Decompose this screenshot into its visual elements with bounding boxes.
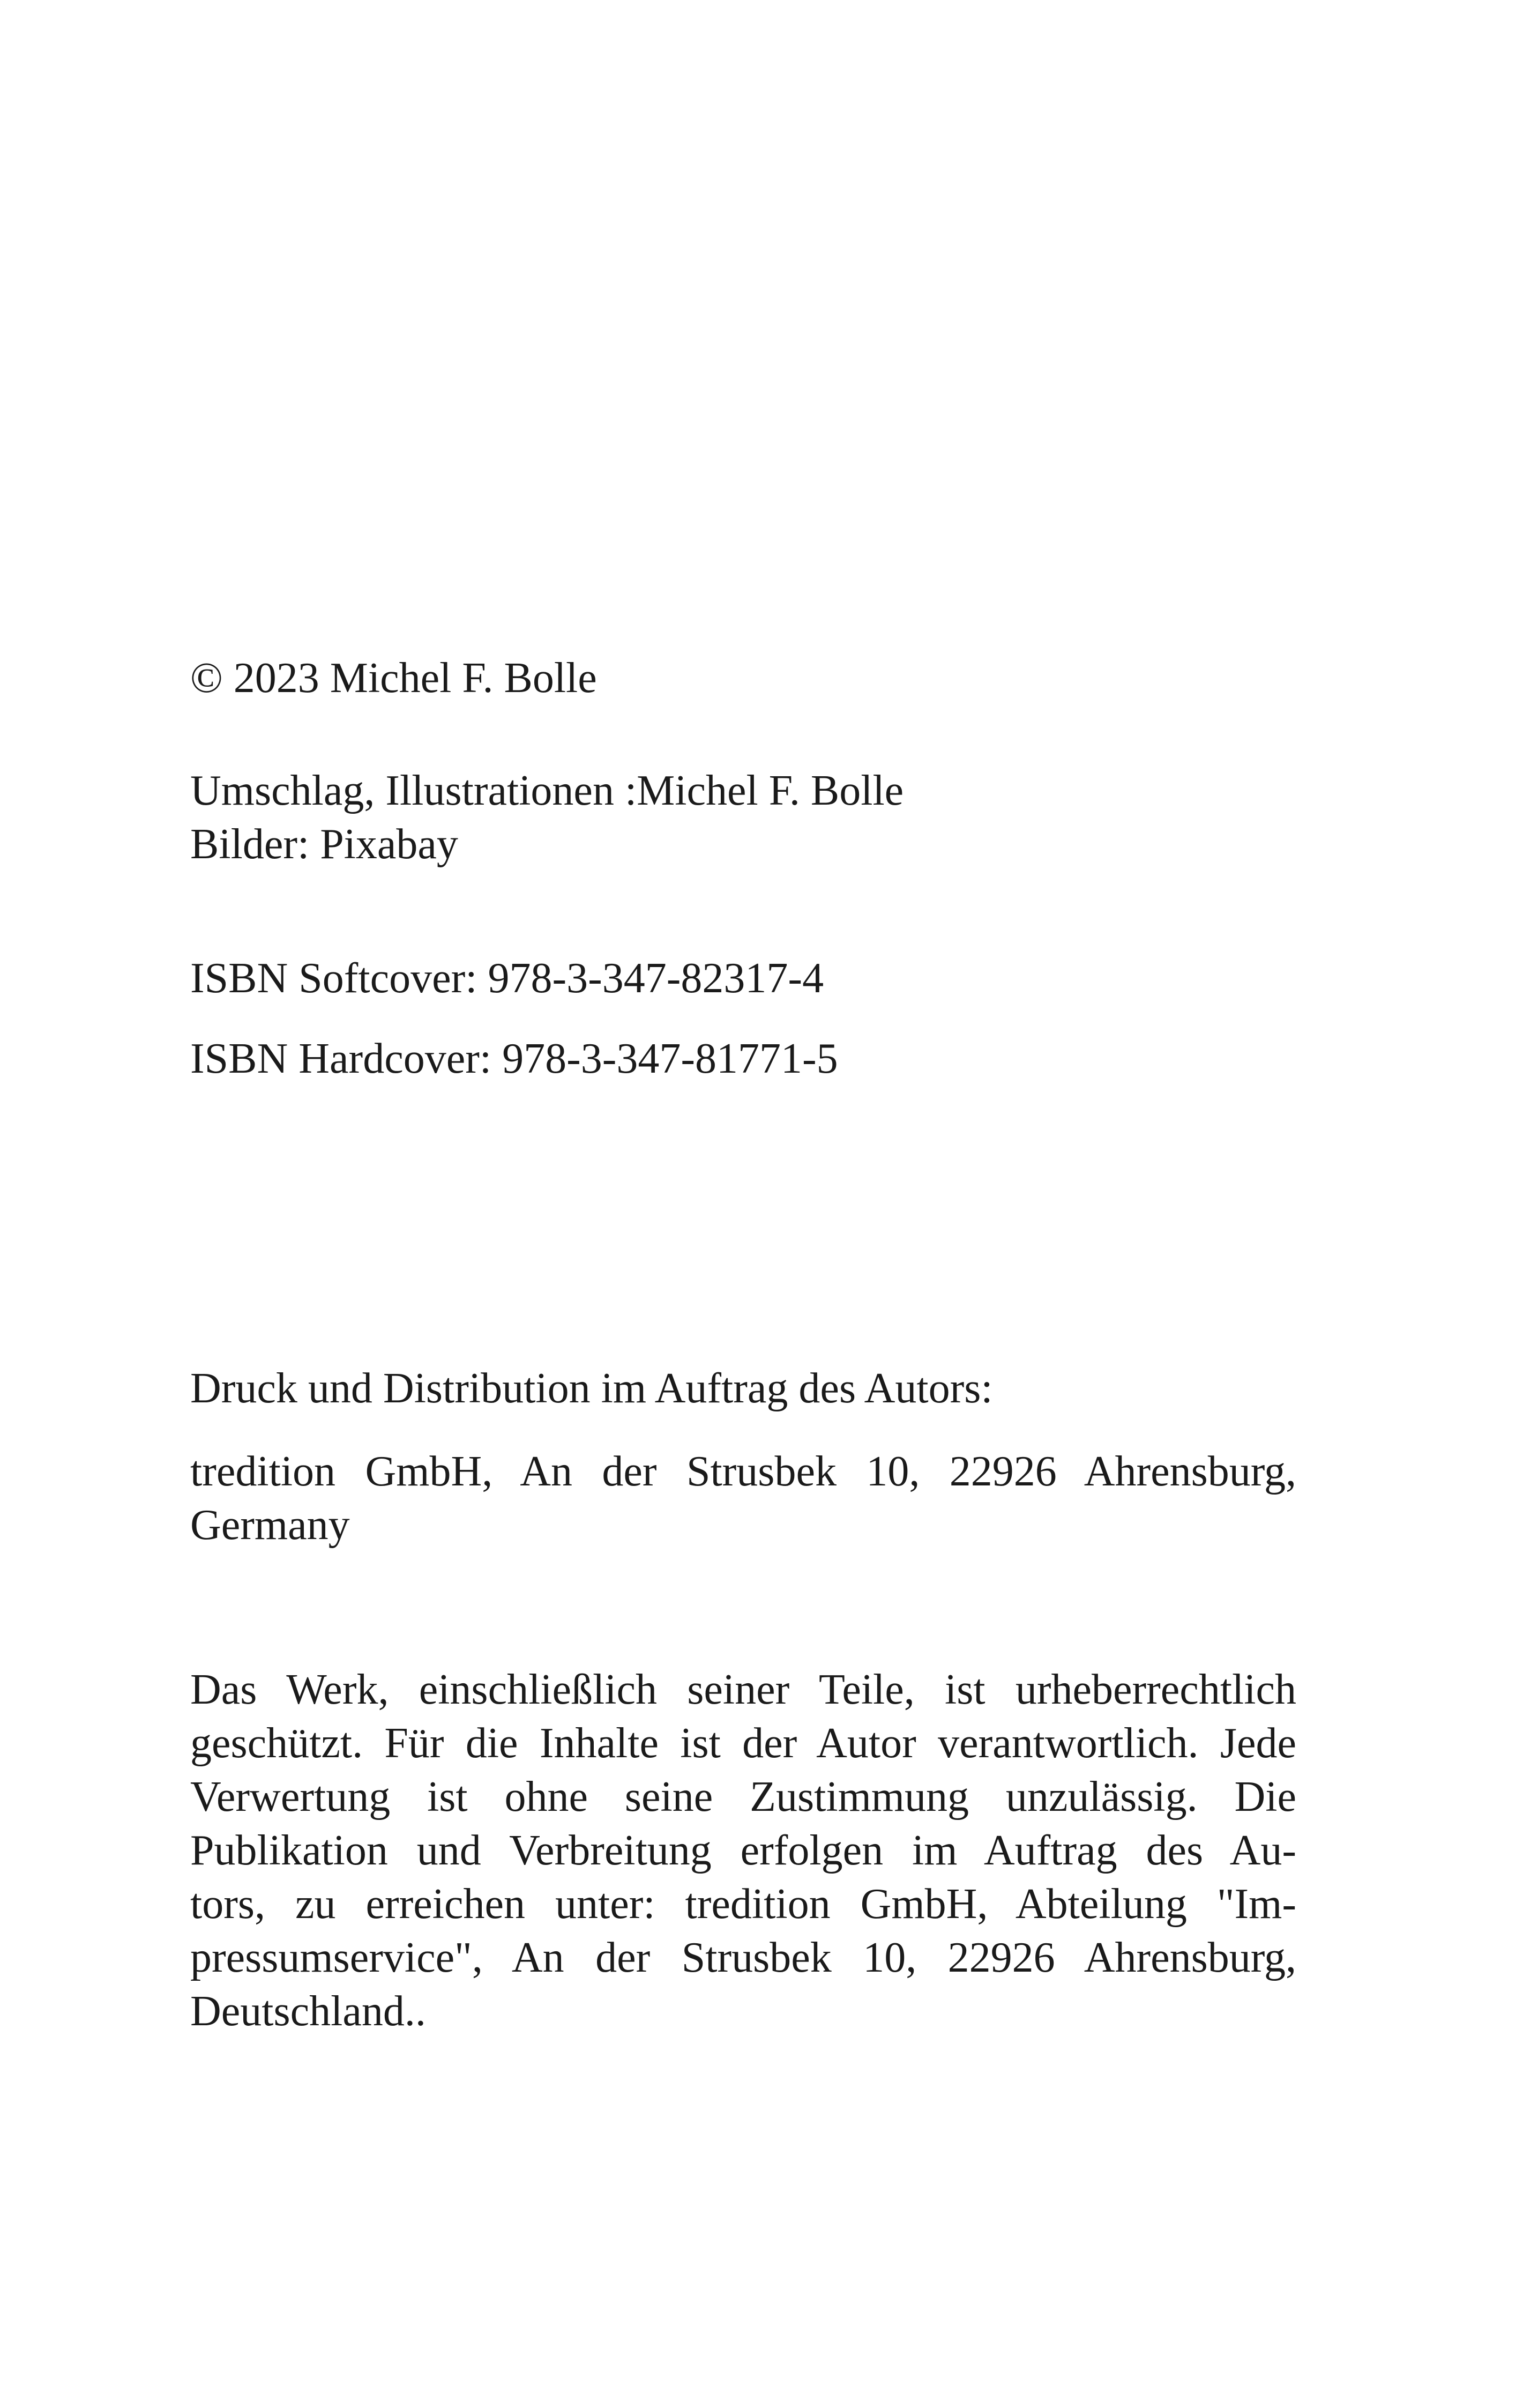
images-credit: Bilder: Pixabay bbox=[190, 821, 458, 868]
printer-address-line: tredition GmbH, An der Strusbek 10, 22926 Ahrensburg, bbox=[190, 1448, 1296, 1495]
cover-credit: Umschlag, Illustrationen :Michel F. Bolle bbox=[190, 767, 904, 814]
legal-notice-line: geschützt. Für die Inhalte ist der Autor verantwortlich. Jede bbox=[190, 1720, 1296, 1767]
printer-address bbox=[190, 1445, 1296, 1552]
legal-notice-line: Deutschland.. bbox=[190, 1988, 426, 2035]
legal-notice-line: pressumservice", An der Strusbek 10, 22926 Ahrensburg, bbox=[190, 1934, 1296, 1981]
legal-notice-line: tors, zu erreichen unter: tredition GmbH, Abteilung "Im- bbox=[190, 1881, 1296, 1928]
legal-notice-line: Verwertung ist ohne seine Zustimmung unzulässig. Die bbox=[190, 1773, 1296, 1820]
legal-notice bbox=[190, 1663, 1296, 2038]
printer-address-line: Germany bbox=[190, 1502, 350, 1549]
isbn-softcover: ISBN Softcover: 978-3-347-82317-4 bbox=[190, 955, 824, 1002]
legal-notice-line: Das Werk, einschließlich seiner Teile, ist urheberrechtlich bbox=[190, 1666, 1296, 1713]
copyright-notice: © 2023 Michel F. Bolle bbox=[190, 655, 597, 702]
isbn-hardcover: ISBN Hardcover: 978-3-347-81771-5 bbox=[190, 1035, 838, 1082]
printing-heading: Druck und Distribution im Auftrag des Autors: bbox=[190, 1365, 993, 1412]
legal-notice-line: Publikation und Verbreitung erfolgen im Auftrag des Au- bbox=[190, 1827, 1296, 1874]
